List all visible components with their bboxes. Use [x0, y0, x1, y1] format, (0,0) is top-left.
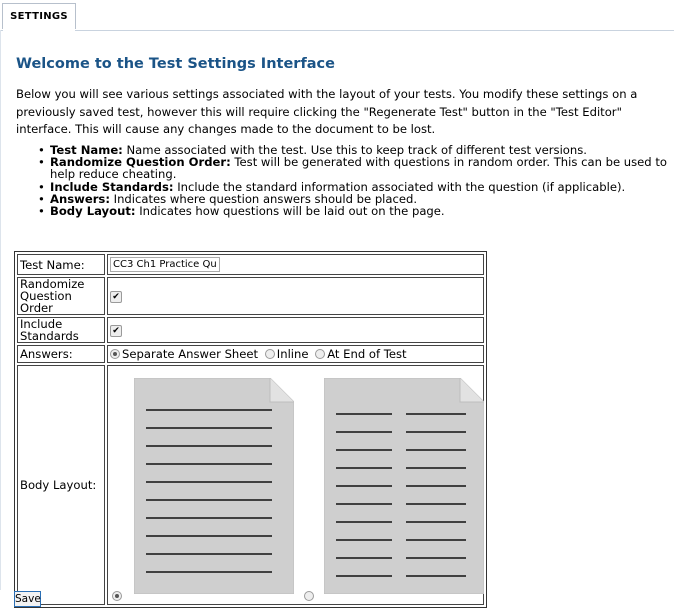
definition-desc: Indicates where question answers should be placed. — [109, 191, 418, 206]
table-row — [17, 345, 484, 363]
randomize-checkbox[interactable]: ✔ — [110, 291, 122, 303]
answers-radio-end-of-test[interactable] — [315, 349, 325, 359]
definition-term: Answers: — [50, 191, 110, 206]
definitions-list — [38, 144, 668, 217]
layout-radio-single-column[interactable] — [112, 591, 122, 601]
definition-term: Randomize Question Order: — [50, 155, 231, 170]
tab-settings[interactable]: SETTINGS — [2, 3, 76, 29]
layout-radio-two-column[interactable] — [304, 591, 314, 601]
definition-desc: Include the standard information associated with the question (if applicable). — [173, 179, 626, 194]
table-row — [17, 254, 484, 275]
settings-form-table — [14, 251, 487, 608]
definition-desc: Test will be generated with questions in random order. This can be used to help reduce cheating. — [50, 155, 667, 182]
list-item — [38, 156, 668, 180]
table-row — [17, 365, 484, 605]
test-name-input[interactable] — [110, 257, 220, 272]
answers-radio-inline[interactable] — [265, 349, 275, 359]
answers-radio-separate-sheet[interactable] — [110, 349, 120, 359]
answers-label: Answers: — [17, 345, 105, 363]
definition-term: Include Standards: — [50, 179, 174, 194]
randomize-label: Randomize Question Order — [17, 277, 105, 315]
include-standards-label: Include Standards — [17, 317, 105, 343]
answers-option-inline: Inline — [276, 347, 309, 362]
table-row — [17, 277, 484, 315]
include-standards-checkbox[interactable]: ✔ — [110, 325, 122, 337]
body-layout-options — [107, 365, 484, 605]
body-layout-label: Body Layout: — [17, 365, 105, 605]
definition-desc: Indicates how questions will be laid out on the page. — [135, 204, 445, 219]
answers-option-end-of-test: At End of Test — [327, 347, 407, 362]
definition-desc: Name associated with the test. Use this to keep track of different test versions. — [122, 143, 587, 157]
left-border — [0, 30, 1, 590]
definition-term: Body Layout: — [50, 204, 136, 219]
intro-text: Below you will see various settings associated with the layout of your tests. You modify these settings on a previously saved test, however this will require clicking the "Regenerate Test" button in the "Test Editor" interface. This will cause any changes made to the document to be lost. — [16, 87, 638, 136]
table-row — [17, 317, 484, 343]
single-column-layout-icon[interactable] — [134, 378, 294, 594]
two-column-layout-icon[interactable] — [324, 378, 484, 594]
save-button[interactable]: Save — [15, 593, 41, 605]
definition-term: Test Name: — [50, 143, 123, 157]
answers-option-separate-sheet: Separate Answer Sheet — [122, 347, 259, 362]
page-title: Welcome to the Test Settings Interface — [16, 56, 335, 72]
tab-bar — [0, 0, 674, 31]
test-name-label: Test Name: — [17, 254, 105, 275]
list-item — [38, 205, 668, 217]
